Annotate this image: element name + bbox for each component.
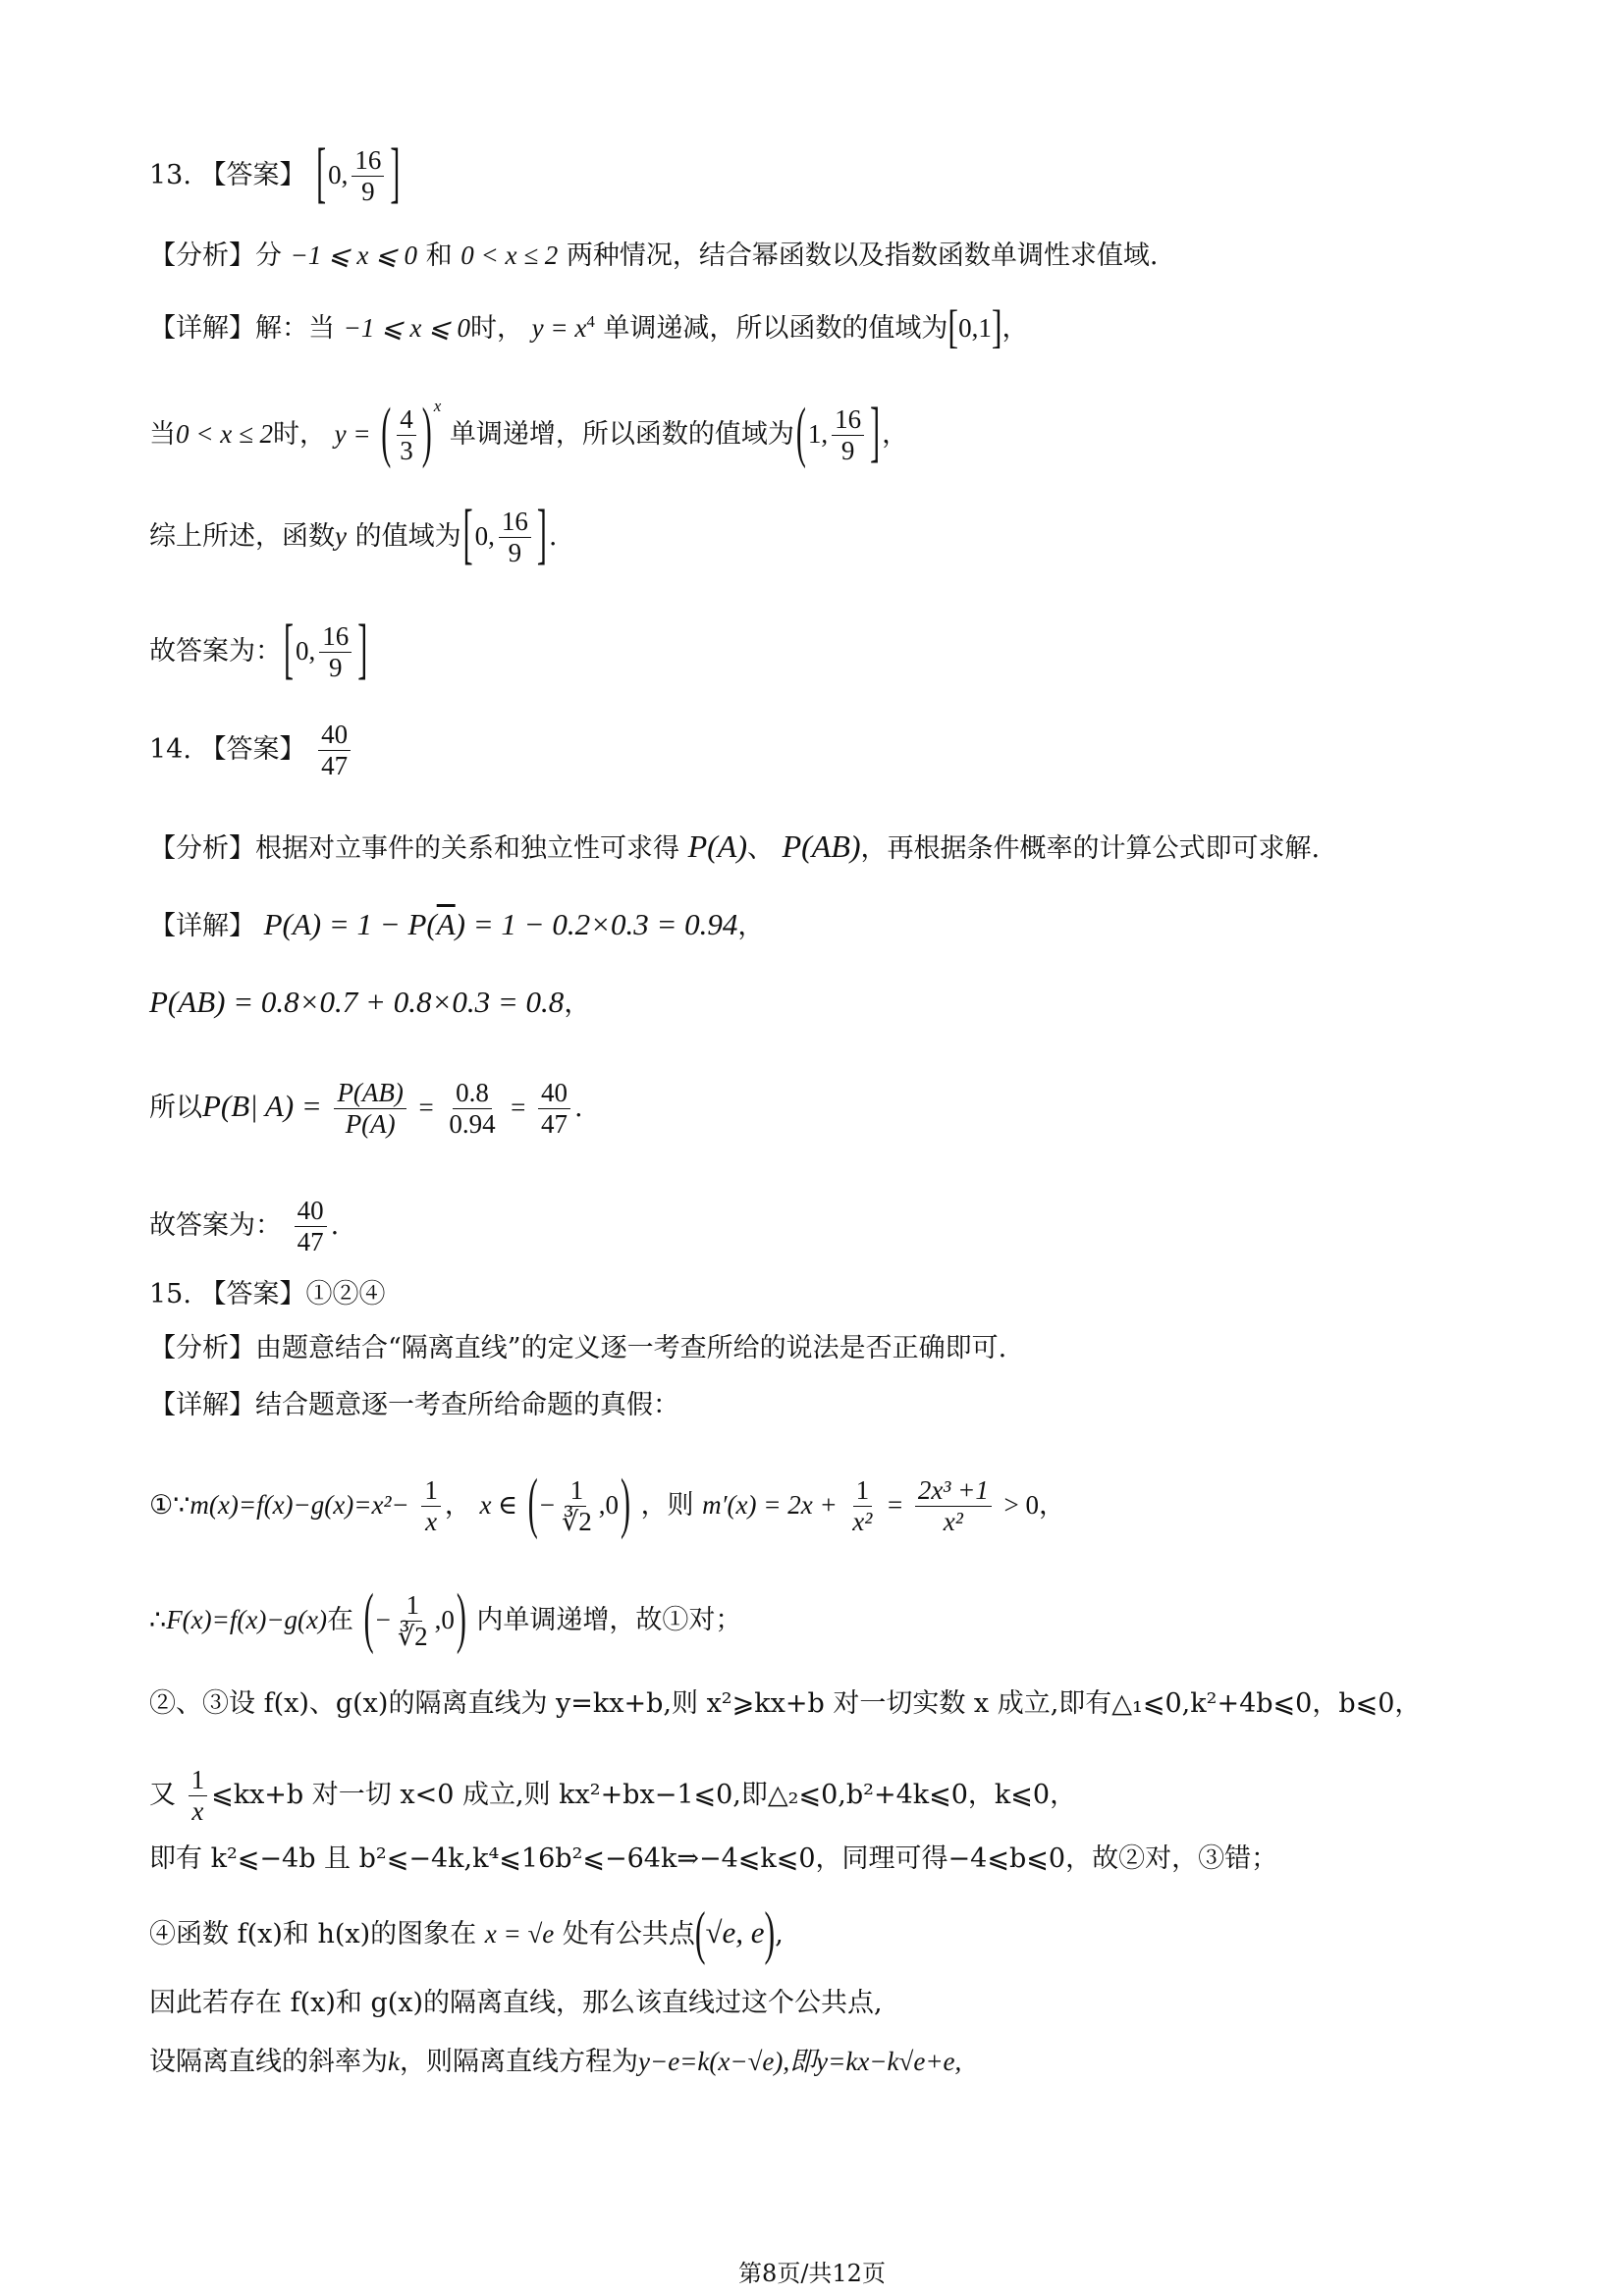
q15-number: 15. — [149, 1279, 191, 1309]
q15-detail: 【详解】结合题意逐一考查所给命题的真假： — [149, 1390, 679, 1420]
q15-line-4: 又 $\frac{1}{x}$ ⩽kx+b 对一切 x<0 成立,则 kx²+bx−1⩽0,即△₂⩽0,b²+4k⩽0，k⩽0， — [149, 1765, 1077, 1826]
q13-answer-value: 0, — [328, 160, 349, 189]
q13-answer-fraction: $\frac{16}{9}$ — [352, 147, 384, 205]
q15-line-5: 即有 k²⩽−4b 且 b²⩽−4k,k⁴⩽16b²⩽−64k⇒−4⩽k⩽0，同理可得−4⩽b⩽0，故②对，③错； — [149, 1843, 1278, 1874]
q14-answer-fraction: $\frac{40}{47}$ — [318, 721, 351, 779]
q15-line-2: ∴F(x)=f(x)−g(x)在 (− $\frac{1}{∛2}$ ,0) 内单调递增，故①对； — [149, 1580, 742, 1656]
q15-analysis: 【分析】由题意结合“隔离直线”的定义逐一考查所给的说法是否正确即可. — [149, 1333, 1007, 1363]
q14-final-answer: 故答案为： $\frac{40}{47}$ . — [149, 1196, 340, 1256]
q13-answer-line: 13. 【答案】 [0, $\frac{16}{9}$ ] — [149, 135, 401, 211]
q13-analysis: 【分析】分 −1 ⩽ x ⩽ 0 和 0 < x ≤ 2 两种情况，结合幂函数以及指数函数单调性求值域. — [149, 240, 1159, 271]
answer-tag: 【答案】 — [199, 160, 306, 190]
answer-tag: 【答案】 — [199, 1279, 306, 1309]
q15-answer-value: ①②④ — [305, 1279, 386, 1309]
q13-number: 13. — [149, 160, 191, 190]
q15-line-7: 因此若存在 f(x)和 g(x)的隔离直线，那么该直线过这个公共点, — [149, 1988, 883, 2018]
q14-analysis: 【分析】根据对立事件的关系和独立性可求得 P(A)、 P(AB)，再根据条件概率的计算公式即可求解. — [149, 828, 1321, 864]
q15-line-1: ①∵m(x)=f(x)−g(x)=x²− $\frac{1}{x}$ ， x ∈ (− $\frac{1}{∛2}$ ,0) ，则 m′(x) = 2x + $\frac{1}{\text{x²}}$ = $\frac{\text{2x³ +1}}{\text{x²}}$ > 0， — [149, 1466, 1065, 1541]
q15-answer-line — [149, 1281, 386, 1308]
q14-detail-1: 【详解】 $P(A) = 1 - P(\overline{A}) = 1 - 0.2\times 0.3 = 0.94$， — [149, 907, 765, 941]
q13-detail-1: 【详解】解：当 −1 ⩽ x ⩽ 0时， $y = x^4$ 单调递减，所以函数的值域为[0,1]， — [149, 299, 1029, 352]
q15-line-6: ④函数 f(x)和 h(x)的图象在 x = √e 处有公共点(√e, e), — [149, 1897, 784, 1966]
q14-detail-3: 所以P(B| A) = $\frac{P(AB)}{P(A)}$ = $\frac{0.8}{0.94}$ = $\frac{40}{47}$ . — [149, 1078, 583, 1139]
q14-detail-2: P(AB) = 0.8×0.7 + 0.8×0.3 = 0.8， — [149, 985, 591, 1019]
answer-tag: 【答案】 — [199, 734, 306, 765]
q14-answer-line — [149, 721, 354, 779]
page-footer: 第8页/共12页 — [738, 2260, 886, 2287]
q13-final-answer: 故答案为：[0, $\frac{16}{9}$ ] — [149, 612, 368, 687]
q14-number: 14. — [149, 734, 191, 765]
q15-line-8: 设隔离直线的斜率为k，则隔离直线方程为y−e=k(x−√e),即y=kx−k√e+e, — [149, 2047, 962, 2077]
q15-line-3: ②、③设 f(x)、g(x)的隔离直线为 y=kx+b,则 x²⩾kx+b 对一切实数 x 成立,即有△₁⩽0,k²+4b⩽0，b⩽0， — [149, 1688, 1422, 1719]
q13-detail-2: 当0 < x ≤ 2时， y = ( $\frac{4}{3}$ ) $^x$ 单调递增，所以函数的值域为(1, $\frac{16}{9}$ ]， — [149, 395, 909, 470]
q13-detail-3: 综上所述，函数y 的值域为[0, $\frac{16}{9}$ ]. — [149, 497, 558, 572]
